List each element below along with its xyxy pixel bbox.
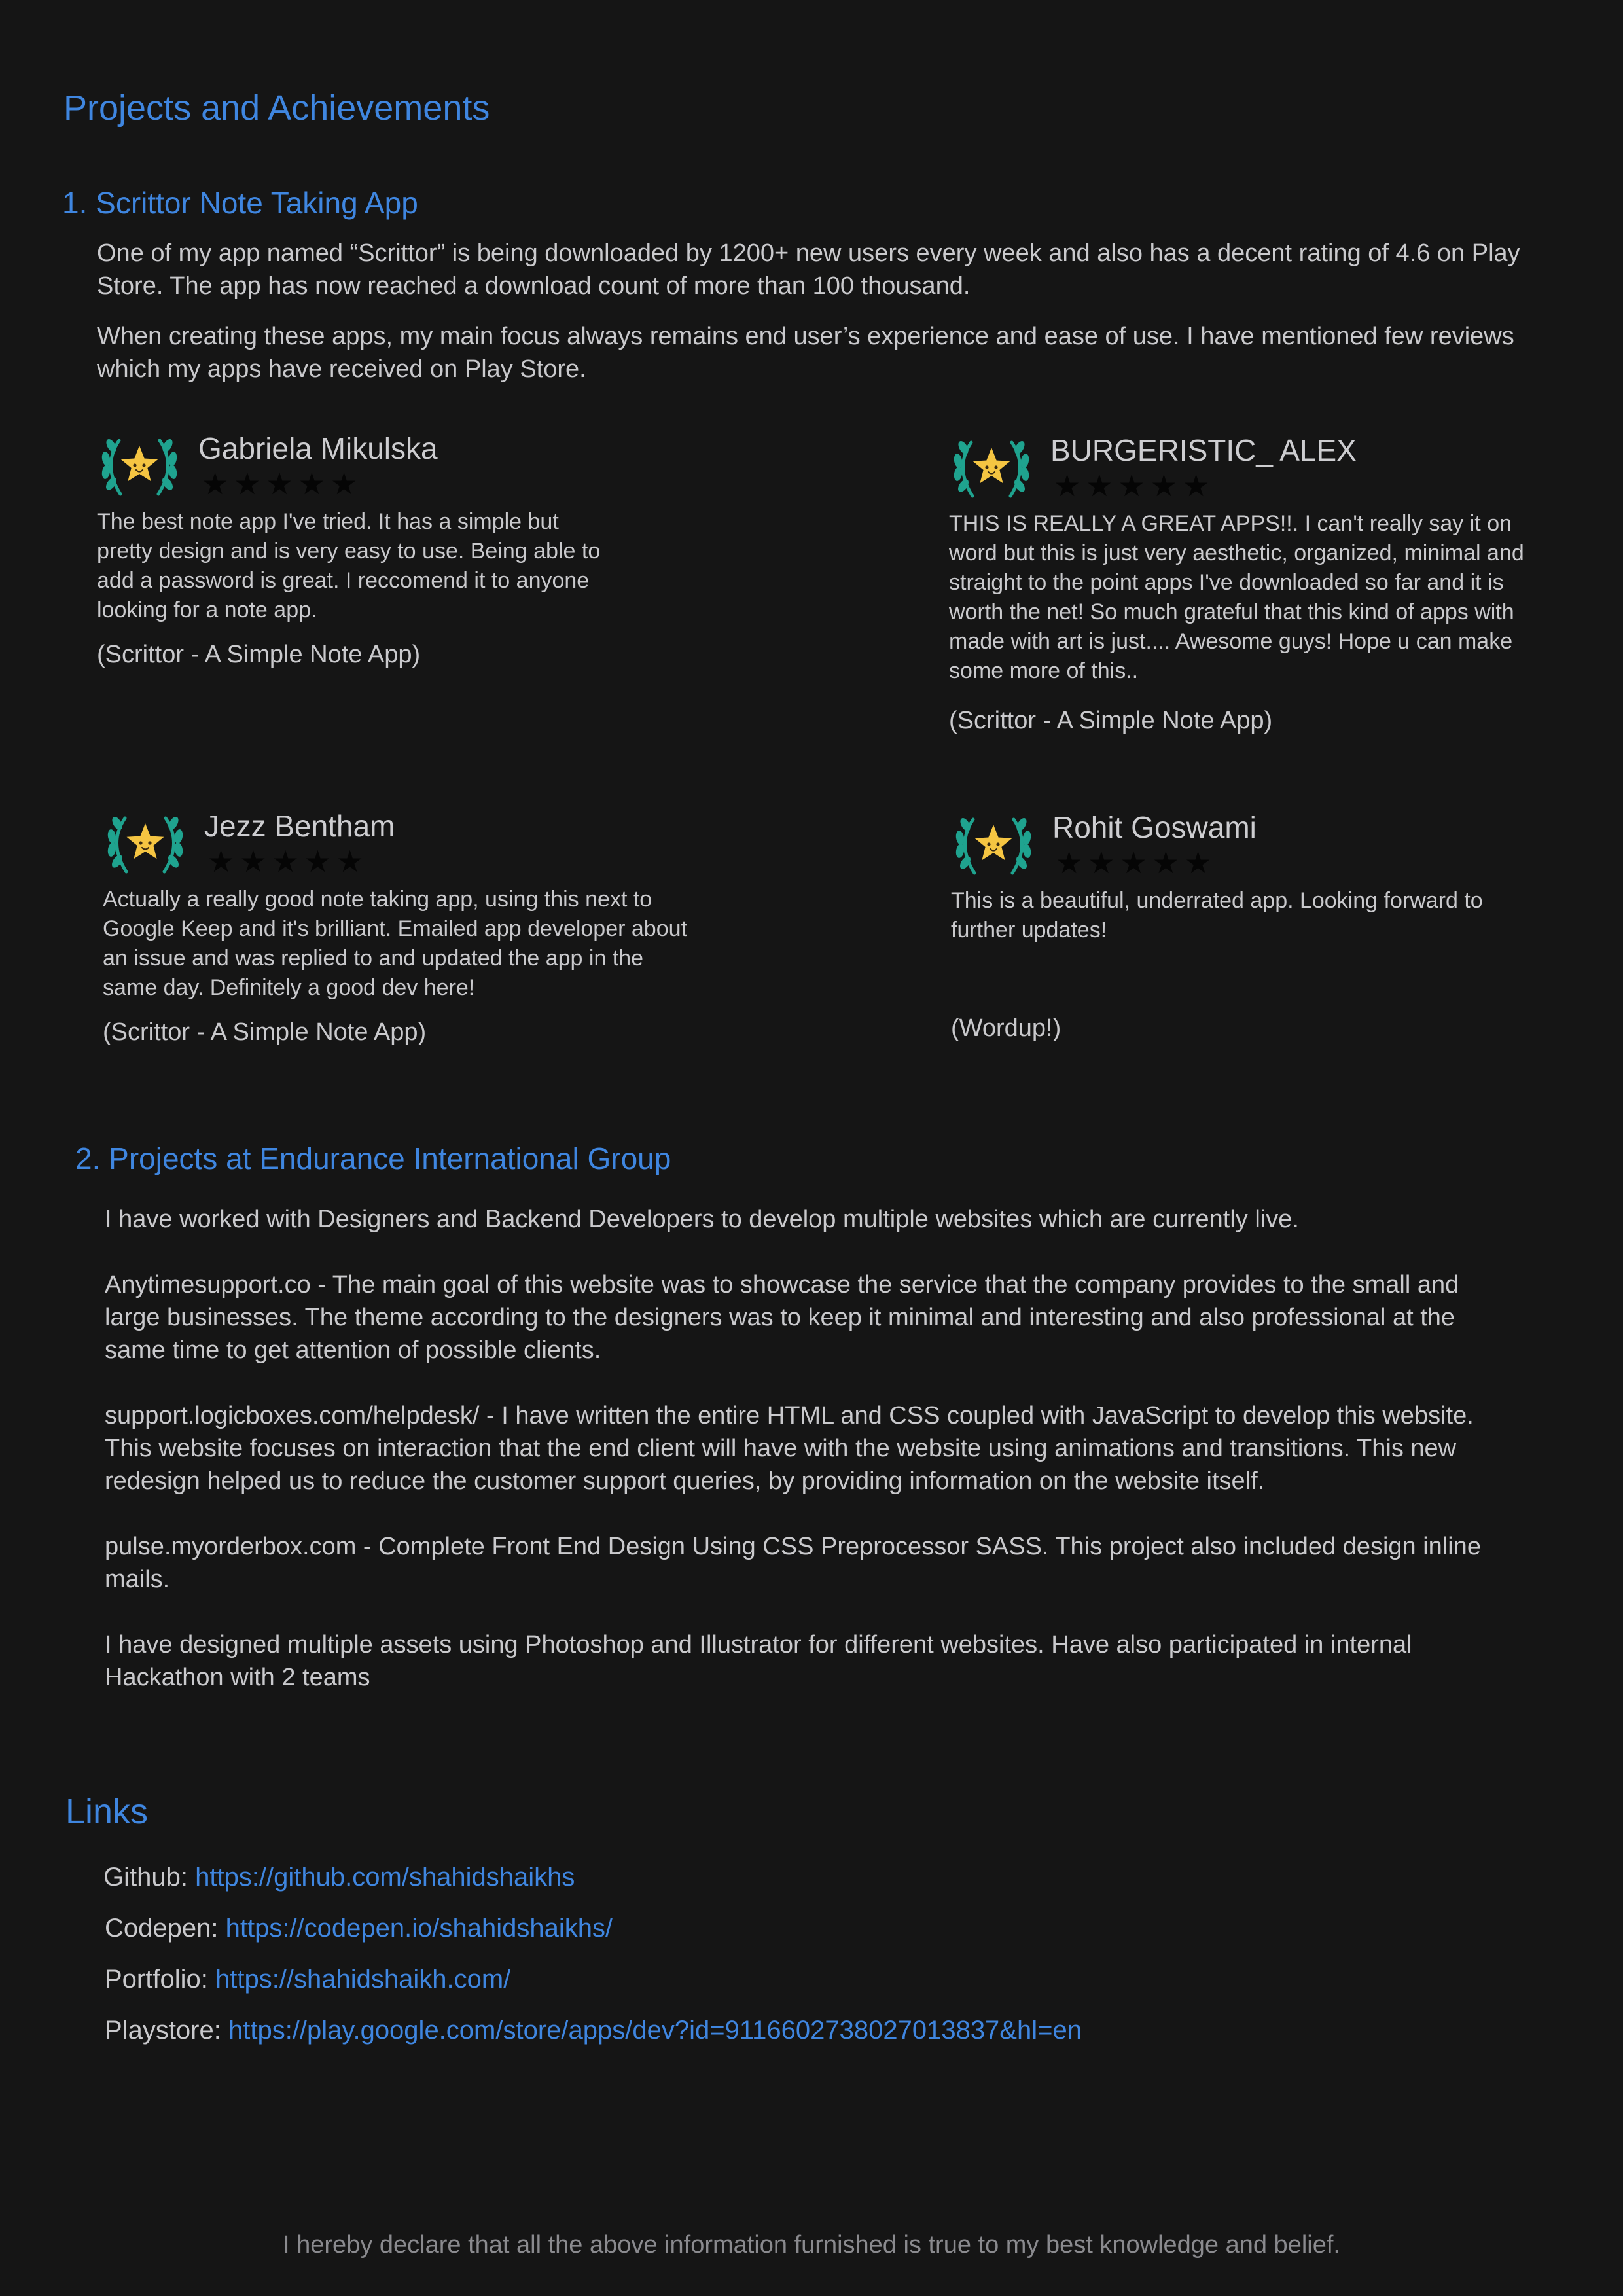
link-label: Github: [103,1863,188,1892]
laurel-star-icon [951,810,1036,878]
rating-stars [1056,847,1211,878]
reviewer-name: Rohit Goswami [1052,810,1257,844]
review-source: (Scrittor - A Simple Note App) [949,707,1273,734]
page-title: Projects and Achievements [63,88,490,128]
review-card [949,431,1564,737]
review-text: Actually a really good note taking app, using this next to Google Keep and it's brilliant. Emailed app developer about an issue and was replied to and updated the app in the same day. Definitely a good dev here! [103,887,687,1000]
codepen-link[interactable]: https://codepen.io/shahidshaikhs/ [225,1914,613,1943]
star-icon: ★ [330,467,358,501]
star-icon: ★ [202,467,229,501]
section2-body [105,1203,1518,1694]
review-text: The best note app I've tried. It has a simple but pretty design and is very easy to use. Being able to add a password is great. I reccomend it to anyone looking for a note app. [97,509,601,622]
section1-paragraph [97,237,1563,386]
section2-para: pulse.myorderbox.com - Complete Front End Design Using CSS Preprocessor SASS. This project also included design inline mails. [105,1533,1481,1593]
github-link[interactable]: https://github.com/shahidshaikhs [195,1863,575,1892]
review-text: This is a beautiful, underrated app. Looking forward to further updates! [951,888,1483,942]
star-icon: ★ [1185,846,1212,880]
star-icon: ★ [266,467,293,501]
section2-para: support.logicboxes.com/helpdesk/ - I have written the entire HTML and CSS coupled with JavaScript to develop this website. This website focuses on interaction that the end client will have with the website using animations and transitions. This new redesign helped us to reduce the customer support queries, by providing information on the website itself. [105,1402,1474,1495]
link-row-playstore [105,2013,1082,2047]
link-row-portfolio [105,1962,510,1996]
link-row-github [103,1860,575,1894]
laurel-star-icon [103,809,188,877]
star-icon: ★ [1056,846,1083,880]
star-icon: ★ [1086,469,1113,503]
reviewer-name: Gabriela Mikulska [198,431,438,465]
rating-stars [207,846,363,877]
review-card [951,808,1540,1045]
playstore-link[interactable]: https://play.google.com/store/apps/dev?id=9116602738027013837&hl=en [228,2016,1082,2045]
link-label: Playstore: [105,2016,221,2045]
star-icon: ★ [304,844,331,878]
star-icon: ★ [207,844,235,878]
star-icon: ★ [1054,469,1081,503]
laurel-star-icon [949,433,1034,501]
star-icon: ★ [240,844,267,878]
section2-para: I have worked with Designers and Backend Developers to develop multiple websites which are currently live. [105,1206,1299,1233]
link-label: Portfolio: [105,1965,208,1994]
rating-stars [202,468,357,499]
rating-stars [1054,470,1209,501]
review-card [97,429,633,671]
star-icon: ★ [1183,469,1210,503]
review-source: (Scrittor - A Simple Note App) [103,1018,427,1046]
star-icon: ★ [272,844,299,878]
review-card [103,806,692,1049]
section1-para-focus: When creating these apps, my main focus always remains end user’s experience and ease of use. I have mentioned few reviews which my apps have received on Play Store. [97,323,1514,383]
link-row-codepen [105,1911,613,1945]
reviewer-name: BURGERISTIC_ ALEX [1050,433,1357,467]
review-source: (Scrittor - A Simple Note App) [97,641,421,668]
link-label: Codepen: [105,1914,219,1943]
section-title-endurance: 2. Projects at Endurance International Group [75,1141,671,1175]
portfolio-link[interactable]: https://shahidshaikh.com/ [215,1965,511,1994]
review-source: (Wordup!) [951,1014,1061,1042]
star-icon: ★ [1118,469,1145,503]
review-text: THIS IS REALLY A GREAT APPS!!. I can't really say it on word but this is just very aesthetic, organized, minimal and straight to the point apps I've downloaded so far and it is worth the net! So much grateful that this kind of apps with made with art is just.... Awesome guys! Hope u can make some more of this.. [949,511,1524,683]
section-title-scrittor: 1. Scrittor Note Taking App [62,186,418,220]
star-icon: ★ [1088,846,1115,880]
star-icon: ★ [336,844,364,878]
section2-para: Anytimesupport.co - The main goal of this website was to showcase the service that the company provides to the small and large businesses. The theme according to the designers was to keep it minimal and interesting and also professional at the same time to get attention of possible clients. [105,1271,1459,1364]
star-icon: ★ [1120,846,1147,880]
section2-para: I have designed multiple assets using Photoshop and Illustrator for different websites. Have also participated in internal Hackathon with 2 teams [105,1631,1412,1691]
star-icon: ★ [234,467,261,501]
star-icon: ★ [298,467,325,501]
declaration-footer: I hereby declare that all the above information furnished is true to my best knowledge and belief. [283,2231,1340,2259]
links-title: Links [65,1792,149,1831]
star-icon: ★ [1150,469,1177,503]
reviewer-name: Jezz Bentham [204,809,395,843]
section1-para-downloads: One of my app named “Scrittor” is being downloaded by 1200+ new users every week and also has a decent rating of 4.6 on Play Store. The app has now reached a download count of more than 100 thousand. [97,240,1520,300]
laurel-star-icon [97,431,182,499]
star-icon: ★ [1152,846,1179,880]
